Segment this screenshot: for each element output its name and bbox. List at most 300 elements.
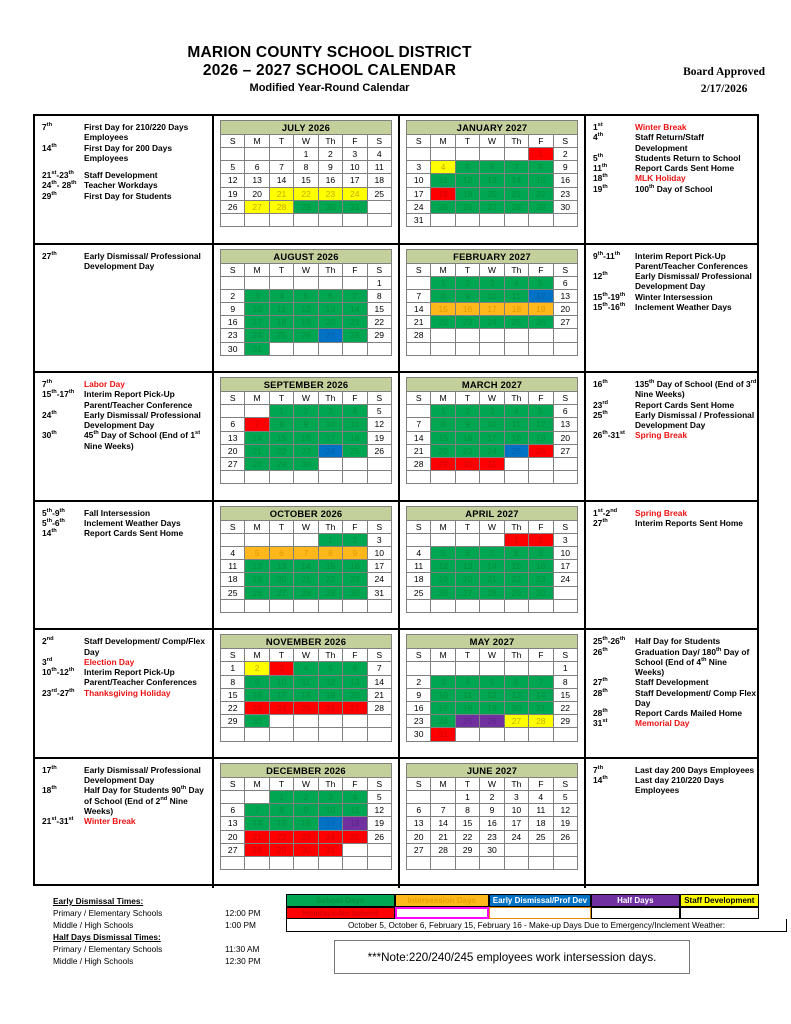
day-cell[interactable]: 12 xyxy=(529,289,553,302)
day-cell[interactable]: 17 xyxy=(407,187,431,200)
day-cell[interactable]: 27 xyxy=(245,200,269,213)
day-cell[interactable]: 9 xyxy=(455,418,479,431)
day-cell[interactable]: 7 xyxy=(407,418,431,431)
day-cell[interactable]: 5 xyxy=(529,276,553,289)
day-cell[interactable]: 5 xyxy=(221,161,245,174)
day-cell[interactable]: 1 xyxy=(431,405,455,418)
day-cell[interactable]: 15 xyxy=(221,688,245,701)
day-cell[interactable]: 28 xyxy=(245,843,269,856)
day-cell[interactable]: 7 xyxy=(504,161,528,174)
day-cell[interactable]: 23 xyxy=(407,715,431,728)
day-cell[interactable]: 26 xyxy=(529,444,553,457)
day-cell[interactable]: 2 xyxy=(553,148,577,161)
day-cell[interactable]: 29 xyxy=(221,715,245,728)
day-cell[interactable]: 7 xyxy=(269,161,293,174)
day-cell[interactable]: 18 xyxy=(504,431,528,444)
day-cell[interactable]: 7 xyxy=(343,289,367,302)
day-cell[interactable]: 28 xyxy=(529,715,553,728)
day-cell[interactable]: 8 xyxy=(294,161,318,174)
day-cell[interactable]: 6 xyxy=(318,289,342,302)
day-cell[interactable]: 24 xyxy=(431,715,455,728)
day-cell[interactable]: 2 xyxy=(245,662,269,675)
day-cell[interactable]: 14 xyxy=(269,174,293,187)
day-cell[interactable]: 16 xyxy=(529,560,553,573)
day-cell[interactable]: 27 xyxy=(269,586,293,599)
day-cell[interactable]: 11 xyxy=(221,560,245,573)
day-cell[interactable]: 4 xyxy=(504,276,528,289)
day-cell[interactable]: 7 xyxy=(245,418,269,431)
day-cell[interactable]: 14 xyxy=(245,431,269,444)
day-cell[interactable]: 11 xyxy=(367,161,391,174)
day-cell[interactable]: 8 xyxy=(221,675,245,688)
day-cell[interactable]: 13 xyxy=(221,817,245,830)
day-cell[interactable]: 4 xyxy=(455,675,479,688)
day-cell[interactable]: 1 xyxy=(553,662,577,675)
day-cell[interactable]: 21 xyxy=(529,701,553,714)
day-cell[interactable]: 22 xyxy=(294,187,318,200)
day-cell[interactable]: 23 xyxy=(294,830,318,843)
day-cell[interactable]: 2 xyxy=(529,533,553,546)
day-cell[interactable]: 25 xyxy=(343,444,367,457)
day-cell[interactable]: 1 xyxy=(221,662,245,675)
day-cell[interactable]: 13 xyxy=(343,675,367,688)
day-cell[interactable]: 29 xyxy=(529,200,553,213)
day-cell[interactable]: 7 xyxy=(245,804,269,817)
day-cell[interactable]: 4 xyxy=(431,161,455,174)
day-cell[interactable]: 11 xyxy=(504,418,528,431)
day-cell[interactable]: 16 xyxy=(407,701,431,714)
day-cell[interactable]: 4 xyxy=(221,546,245,559)
day-cell[interactable]: 2 xyxy=(480,790,504,803)
day-cell[interactable]: 8 xyxy=(318,546,342,559)
day-cell[interactable]: 11 xyxy=(294,675,318,688)
day-cell[interactable]: 10 xyxy=(431,688,455,701)
day-cell[interactable]: 31 xyxy=(407,213,431,226)
day-cell[interactable]: 17 xyxy=(553,560,577,573)
day-cell[interactable]: 13 xyxy=(504,688,528,701)
day-cell[interactable]: 9 xyxy=(294,418,318,431)
day-cell[interactable]: 12 xyxy=(367,804,391,817)
day-cell[interactable]: 20 xyxy=(455,573,479,586)
day-cell[interactable]: 14 xyxy=(431,817,455,830)
day-cell[interactable]: 21 xyxy=(431,830,455,843)
day-cell[interactable]: 6 xyxy=(455,546,479,559)
day-cell[interactable]: 25 xyxy=(407,586,431,599)
day-cell[interactable]: 14 xyxy=(343,302,367,315)
day-cell[interactable]: 28 xyxy=(407,457,431,470)
day-cell[interactable]: 5 xyxy=(367,405,391,418)
day-cell[interactable]: 27 xyxy=(221,457,245,470)
day-cell[interactable]: 19 xyxy=(367,817,391,830)
day-cell[interactable]: 7 xyxy=(367,662,391,675)
day-cell[interactable]: 8 xyxy=(504,546,528,559)
day-cell[interactable]: 12 xyxy=(431,560,455,573)
day-cell[interactable]: 30 xyxy=(245,715,269,728)
day-cell[interactable]: 16 xyxy=(455,302,479,315)
day-cell[interactable]: 26 xyxy=(221,200,245,213)
day-cell[interactable]: 3 xyxy=(269,662,293,675)
day-cell[interactable]: 2 xyxy=(221,289,245,302)
day-cell[interactable]: 15 xyxy=(431,302,455,315)
day-cell[interactable]: 30 xyxy=(529,586,553,599)
day-cell[interactable]: 8 xyxy=(367,289,391,302)
day-cell[interactable]: 12 xyxy=(529,418,553,431)
day-cell[interactable]: 10 xyxy=(343,161,367,174)
day-cell[interactable]: 28 xyxy=(480,586,504,599)
day-cell[interactable]: 24 xyxy=(407,200,431,213)
day-cell[interactable]: 22 xyxy=(431,444,455,457)
day-cell[interactable]: 18 xyxy=(367,174,391,187)
day-cell[interactable]: 4 xyxy=(269,289,293,302)
day-cell[interactable]: 19 xyxy=(529,431,553,444)
day-cell[interactable]: 10 xyxy=(269,675,293,688)
day-cell[interactable]: 11 xyxy=(269,302,293,315)
day-cell[interactable]: 1 xyxy=(529,148,553,161)
day-cell[interactable]: 5 xyxy=(318,662,342,675)
day-cell[interactable]: 12 xyxy=(221,174,245,187)
day-cell[interactable]: 1 xyxy=(431,276,455,289)
day-cell[interactable]: 5 xyxy=(245,546,269,559)
day-cell[interactable]: 23 xyxy=(294,444,318,457)
day-cell[interactable]: 31 xyxy=(245,342,269,355)
day-cell[interactable]: 9 xyxy=(245,675,269,688)
day-cell[interactable]: 25 xyxy=(343,830,367,843)
day-cell[interactable]: 25 xyxy=(504,316,528,329)
day-cell[interactable]: 27 xyxy=(221,843,245,856)
day-cell[interactable]: 12 xyxy=(455,174,479,187)
day-cell[interactable]: 23 xyxy=(553,187,577,200)
day-cell[interactable]: 10 xyxy=(553,546,577,559)
day-cell[interactable]: 13 xyxy=(480,174,504,187)
day-cell[interactable]: 21 xyxy=(269,187,293,200)
day-cell[interactable]: 30 xyxy=(221,342,245,355)
day-cell[interactable]: 30 xyxy=(407,728,431,741)
day-cell[interactable]: 27 xyxy=(455,586,479,599)
day-cell[interactable]: 10 xyxy=(245,302,269,315)
day-cell[interactable]: 17 xyxy=(480,431,504,444)
day-cell[interactable]: 3 xyxy=(245,289,269,302)
day-cell[interactable]: 20 xyxy=(343,688,367,701)
day-cell[interactable]: 6 xyxy=(553,405,577,418)
day-cell[interactable]: 28 xyxy=(343,329,367,342)
day-cell[interactable]: 24 xyxy=(318,830,342,843)
day-cell[interactable]: 21 xyxy=(367,688,391,701)
day-cell[interactable]: 25 xyxy=(221,586,245,599)
day-cell[interactable]: 24 xyxy=(553,573,577,586)
day-cell[interactable]: 16 xyxy=(294,817,318,830)
day-cell[interactable]: 23 xyxy=(343,573,367,586)
day-cell[interactable]: 17 xyxy=(343,174,367,187)
day-cell[interactable]: 3 xyxy=(318,405,342,418)
day-cell[interactable]: 16 xyxy=(480,817,504,830)
day-cell[interactable]: 13 xyxy=(269,560,293,573)
day-cell[interactable]: 8 xyxy=(553,675,577,688)
day-cell[interactable]: 11 xyxy=(343,418,367,431)
day-cell[interactable]: 24 xyxy=(504,830,528,843)
day-cell[interactable]: 15 xyxy=(455,817,479,830)
day-cell[interactable]: 26 xyxy=(367,830,391,843)
day-cell[interactable]: 24 xyxy=(480,316,504,329)
day-cell[interactable]: 25 xyxy=(455,715,479,728)
day-cell[interactable]: 6 xyxy=(343,662,367,675)
day-cell[interactable]: 13 xyxy=(455,560,479,573)
day-cell[interactable]: 1 xyxy=(269,405,293,418)
day-cell[interactable]: 24 xyxy=(245,329,269,342)
day-cell[interactable]: 26 xyxy=(553,830,577,843)
day-cell[interactable]: 21 xyxy=(407,316,431,329)
day-cell[interactable]: 19 xyxy=(455,187,479,200)
day-cell[interactable]: 27 xyxy=(504,715,528,728)
day-cell[interactable]: 17 xyxy=(269,688,293,701)
day-cell[interactable]: 16 xyxy=(221,316,245,329)
day-cell[interactable]: 18 xyxy=(269,316,293,329)
day-cell[interactable]: 17 xyxy=(245,316,269,329)
day-cell[interactable]: 28 xyxy=(431,843,455,856)
day-cell[interactable]: 18 xyxy=(221,573,245,586)
day-cell[interactable]: 2 xyxy=(318,148,342,161)
day-cell[interactable]: 11 xyxy=(529,804,553,817)
day-cell[interactable]: 21 xyxy=(343,316,367,329)
day-cell[interactable]: 16 xyxy=(553,174,577,187)
day-cell[interactable]: 22 xyxy=(269,830,293,843)
day-cell[interactable]: 30 xyxy=(553,200,577,213)
day-cell[interactable]: 20 xyxy=(221,830,245,843)
day-cell[interactable]: 23 xyxy=(455,444,479,457)
day-cell[interactable]: 10 xyxy=(407,174,431,187)
day-cell[interactable]: 19 xyxy=(318,688,342,701)
day-cell[interactable]: 8 xyxy=(431,289,455,302)
day-cell[interactable]: 27 xyxy=(480,200,504,213)
day-cell[interactable]: 9 xyxy=(480,804,504,817)
day-cell[interactable]: 17 xyxy=(318,431,342,444)
day-cell[interactable]: 22 xyxy=(269,444,293,457)
day-cell[interactable]: 23 xyxy=(455,316,479,329)
day-cell[interactable]: 20 xyxy=(245,187,269,200)
day-cell[interactable]: 27 xyxy=(553,444,577,457)
day-cell[interactable]: 3 xyxy=(343,148,367,161)
day-cell[interactable]: 27 xyxy=(318,329,342,342)
day-cell[interactable]: 1 xyxy=(294,148,318,161)
day-cell[interactable]: 19 xyxy=(431,573,455,586)
day-cell[interactable]: 13 xyxy=(221,431,245,444)
day-cell[interactable]: 21 xyxy=(245,444,269,457)
day-cell[interactable]: 6 xyxy=(221,804,245,817)
day-cell[interactable]: 15 xyxy=(431,431,455,444)
day-cell[interactable]: 25 xyxy=(431,200,455,213)
day-cell[interactable]: 25 xyxy=(367,187,391,200)
day-cell[interactable]: 8 xyxy=(455,804,479,817)
day-cell[interactable]: 1 xyxy=(318,533,342,546)
day-cell[interactable]: 16 xyxy=(294,431,318,444)
day-cell[interactable]: 11 xyxy=(343,804,367,817)
day-cell[interactable]: 4 xyxy=(343,790,367,803)
day-cell[interactable]: 14 xyxy=(367,675,391,688)
day-cell[interactable]: 22 xyxy=(367,316,391,329)
day-cell[interactable]: 7 xyxy=(431,804,455,817)
day-cell[interactable]: 29 xyxy=(294,200,318,213)
day-cell[interactable]: 9 xyxy=(294,804,318,817)
day-cell[interactable]: 26 xyxy=(529,316,553,329)
day-cell[interactable]: 15 xyxy=(504,560,528,573)
day-cell[interactable]: 5 xyxy=(367,790,391,803)
day-cell[interactable]: 14 xyxy=(245,817,269,830)
day-cell[interactable]: 9 xyxy=(221,302,245,315)
day-cell[interactable]: 2 xyxy=(455,405,479,418)
day-cell[interactable]: 23 xyxy=(245,701,269,714)
day-cell[interactable]: 3 xyxy=(367,533,391,546)
day-cell[interactable]: 11 xyxy=(504,289,528,302)
day-cell[interactable]: 5 xyxy=(529,405,553,418)
day-cell[interactable]: 30 xyxy=(343,586,367,599)
day-cell[interactable]: 31 xyxy=(367,586,391,599)
day-cell[interactable]: 14 xyxy=(529,688,553,701)
day-cell[interactable]: 27 xyxy=(407,843,431,856)
day-cell[interactable]: 17 xyxy=(480,302,504,315)
day-cell[interactable]: 23 xyxy=(221,329,245,342)
day-cell[interactable]: 15 xyxy=(529,174,553,187)
day-cell[interactable]: 28 xyxy=(367,701,391,714)
day-cell[interactable]: 4 xyxy=(504,405,528,418)
day-cell[interactable]: 18 xyxy=(431,187,455,200)
day-cell[interactable]: 8 xyxy=(529,161,553,174)
day-cell[interactable]: 4 xyxy=(343,405,367,418)
day-cell[interactable]: 24 xyxy=(367,573,391,586)
day-cell[interactable]: 31 xyxy=(343,200,367,213)
day-cell[interactable]: 25 xyxy=(269,329,293,342)
day-cell[interactable]: 1 xyxy=(504,533,528,546)
day-cell[interactable]: 17 xyxy=(367,560,391,573)
day-cell[interactable]: 28 xyxy=(294,586,318,599)
day-cell[interactable]: 26 xyxy=(318,701,342,714)
day-cell[interactable]: 10 xyxy=(480,418,504,431)
day-cell[interactable]: 2 xyxy=(407,675,431,688)
day-cell[interactable]: 2 xyxy=(343,533,367,546)
day-cell[interactable]: 2 xyxy=(294,405,318,418)
day-cell[interactable]: 28 xyxy=(245,457,269,470)
day-cell[interactable]: 20 xyxy=(480,187,504,200)
day-cell[interactable]: 17 xyxy=(318,817,342,830)
day-cell[interactable]: 27 xyxy=(343,701,367,714)
day-cell[interactable]: 18 xyxy=(343,431,367,444)
day-cell[interactable]: 9 xyxy=(455,289,479,302)
day-cell[interactable]: 1 xyxy=(455,790,479,803)
day-cell[interactable]: 21 xyxy=(245,830,269,843)
day-cell[interactable]: 18 xyxy=(407,573,431,586)
day-cell[interactable]: 5 xyxy=(294,289,318,302)
day-cell[interactable]: 18 xyxy=(529,817,553,830)
day-cell[interactable]: 26 xyxy=(294,329,318,342)
day-cell[interactable]: 22 xyxy=(221,701,245,714)
day-cell[interactable]: 12 xyxy=(480,688,504,701)
day-cell[interactable]: 15 xyxy=(367,302,391,315)
day-cell[interactable]: 17 xyxy=(431,701,455,714)
day-cell[interactable]: 14 xyxy=(504,174,528,187)
day-cell[interactable]: 20 xyxy=(553,302,577,315)
day-cell[interactable]: 16 xyxy=(245,688,269,701)
day-cell[interactable]: 7 xyxy=(407,289,431,302)
day-cell[interactable]: 3 xyxy=(480,405,504,418)
day-cell[interactable]: 13 xyxy=(318,302,342,315)
day-cell[interactable]: 15 xyxy=(269,431,293,444)
day-cell[interactable]: 25 xyxy=(294,701,318,714)
day-cell[interactable]: 26 xyxy=(367,444,391,457)
day-cell[interactable]: 1 xyxy=(367,276,391,289)
day-cell[interactable]: 21 xyxy=(294,573,318,586)
day-cell[interactable]: 6 xyxy=(504,675,528,688)
day-cell[interactable]: 9 xyxy=(553,161,577,174)
day-cell[interactable]: 31 xyxy=(431,728,455,741)
day-cell[interactable]: 26 xyxy=(480,715,504,728)
day-cell[interactable]: 6 xyxy=(221,418,245,431)
day-cell[interactable]: 22 xyxy=(318,573,342,586)
day-cell[interactable]: 20 xyxy=(553,431,577,444)
day-cell[interactable]: 9 xyxy=(343,546,367,559)
day-cell[interactable]: 14 xyxy=(294,560,318,573)
day-cell[interactable]: 26 xyxy=(455,200,479,213)
day-cell[interactable]: 19 xyxy=(553,817,577,830)
day-cell[interactable]: 3 xyxy=(504,790,528,803)
day-cell[interactable]: 12 xyxy=(367,418,391,431)
day-cell[interactable]: 30 xyxy=(294,843,318,856)
day-cell[interactable]: 22 xyxy=(553,701,577,714)
day-cell[interactable]: 16 xyxy=(343,560,367,573)
day-cell[interactable]: 26 xyxy=(431,586,455,599)
day-cell[interactable]: 15 xyxy=(553,688,577,701)
day-cell[interactable]: 13 xyxy=(245,174,269,187)
day-cell[interactable]: 21 xyxy=(504,187,528,200)
day-cell[interactable]: 3 xyxy=(318,790,342,803)
day-cell[interactable]: 29 xyxy=(269,843,293,856)
day-cell[interactable]: 28 xyxy=(269,200,293,213)
day-cell[interactable]: 29 xyxy=(553,715,577,728)
day-cell[interactable]: 13 xyxy=(553,418,577,431)
day-cell[interactable]: 21 xyxy=(480,573,504,586)
day-cell[interactable]: 19 xyxy=(529,302,553,315)
day-cell[interactable]: 18 xyxy=(455,701,479,714)
day-cell[interactable]: 16 xyxy=(318,174,342,187)
day-cell[interactable]: 18 xyxy=(343,817,367,830)
day-cell[interactable]: 27 xyxy=(553,316,577,329)
day-cell[interactable]: 7 xyxy=(480,546,504,559)
day-cell[interactable]: 29 xyxy=(431,457,455,470)
day-cell[interactable]: 24 xyxy=(343,187,367,200)
day-cell[interactable]: 24 xyxy=(269,701,293,714)
day-cell[interactable]: 16 xyxy=(455,431,479,444)
day-cell[interactable]: 30 xyxy=(294,457,318,470)
day-cell[interactable]: 3 xyxy=(480,276,504,289)
day-cell[interactable]: 18 xyxy=(504,302,528,315)
day-cell[interactable]: 9 xyxy=(318,161,342,174)
day-cell[interactable]: 28 xyxy=(407,329,431,342)
day-cell[interactable]: 29 xyxy=(455,843,479,856)
day-cell[interactable]: 5 xyxy=(431,546,455,559)
day-cell[interactable]: 24 xyxy=(318,444,342,457)
day-cell[interactable]: 7 xyxy=(529,675,553,688)
day-cell[interactable]: 12 xyxy=(318,675,342,688)
day-cell[interactable]: 13 xyxy=(553,289,577,302)
day-cell[interactable]: 31 xyxy=(318,843,342,856)
day-cell[interactable]: 11 xyxy=(407,560,431,573)
day-cell[interactable]: 22 xyxy=(504,573,528,586)
day-cell[interactable]: 12 xyxy=(553,804,577,817)
day-cell[interactable]: 8 xyxy=(431,418,455,431)
day-cell[interactable]: 19 xyxy=(245,573,269,586)
day-cell[interactable]: 29 xyxy=(504,586,528,599)
day-cell[interactable]: 12 xyxy=(245,560,269,573)
day-cell[interactable]: 25 xyxy=(504,444,528,457)
day-cell[interactable]: 20 xyxy=(504,701,528,714)
day-cell[interactable]: 19 xyxy=(480,701,504,714)
